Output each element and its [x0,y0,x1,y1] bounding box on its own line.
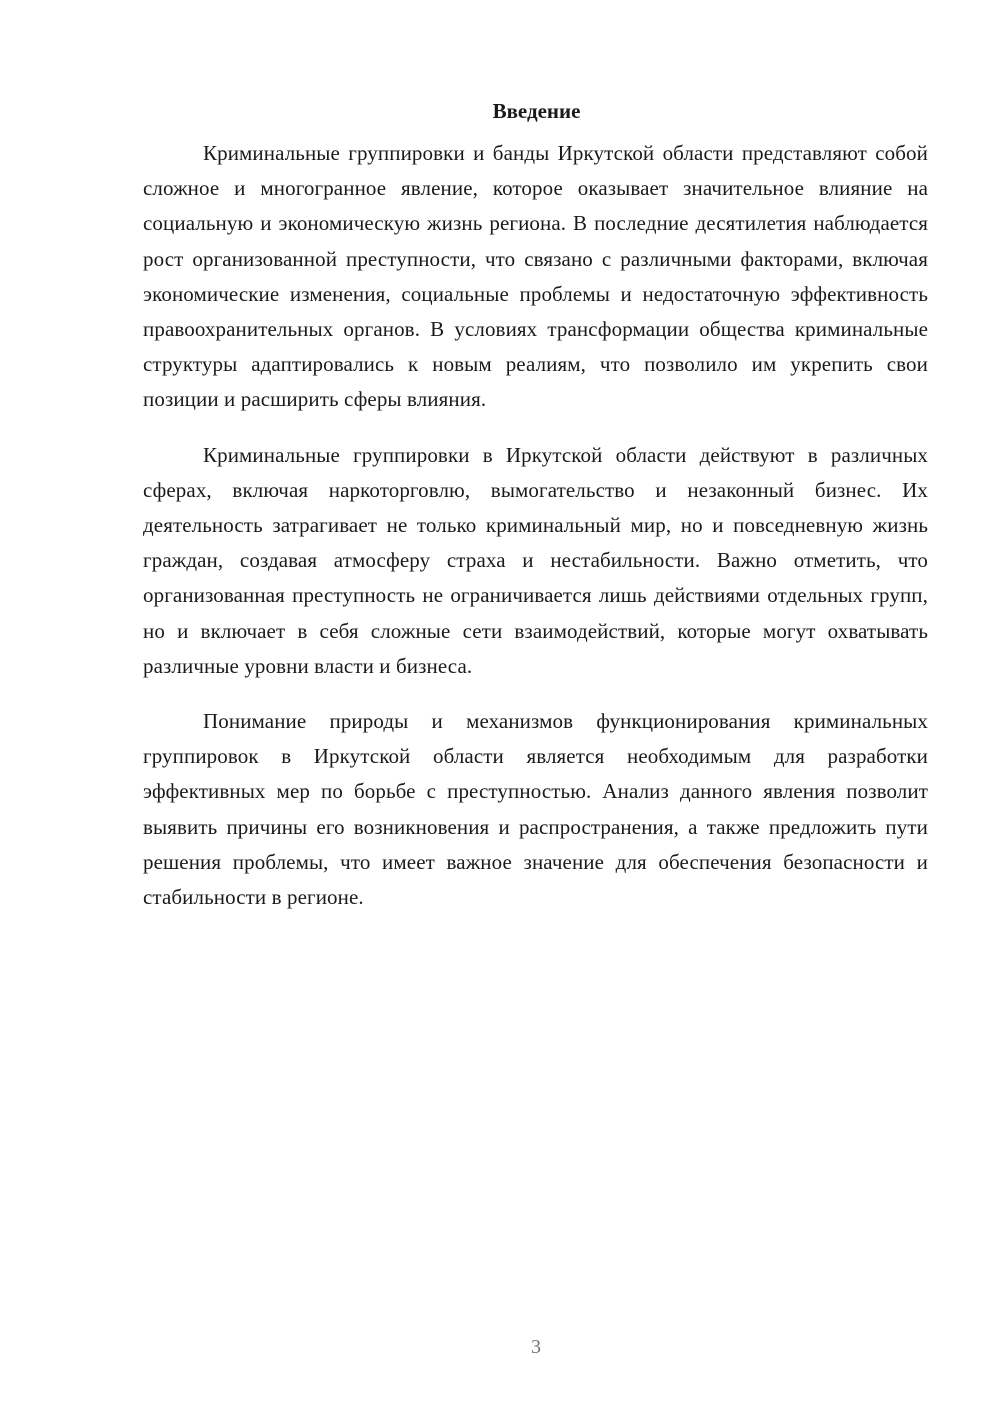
document-page [143,94,928,915]
paragraph-2: Криминальные группировки в Иркутской области действуют в различных сферах, включая наркоторговлю, вымогательство и незаконный бизнес. Их деятельность затрагивает не только криминальный мир, но и повседневную жизнь граждан, создавая атмосферу страха и нестабильности. Важно отметить, что организованная преступность не ограничивается лишь действиями отдельных групп, но и включает в себя сложные сети взаимодействий, которые могут охватывать различные уровни власти и бизнеса. [143,442,928,678]
paragraph-3: Понимание природы и механизмов функционирования криминальных группировок в Иркутской области является необходимым для разработки эффективных мер по борьбе с преступностью. Анализ данного явления позволит выявить причины его возникновения и распространения, а также предложить пути решения проблемы, что имеет важное значение для обеспечения безопасности и стабильности в регионе. [143,709,928,910]
page-number: 3 [531,1336,541,1358]
section-heading: Введение [492,99,581,123]
paragraph-1: Криминальные группировки и банды Иркутской области представляют собой сложное и многогранное явление, которое оказывает значительное влияние на социальную и экономическую жизнь региона. В последние десятилетия наблюдается рост организованной преступности, что связано с различными факторами, включая экономические изменения, социальные проблемы и недостаточную эффективность правоохранительных органов. В условиях трансформации общества криминальные структуры адаптировались к новым реалиям, что позволило им укрепить свои позиции и расширить сферы влияния. [143,141,928,412]
